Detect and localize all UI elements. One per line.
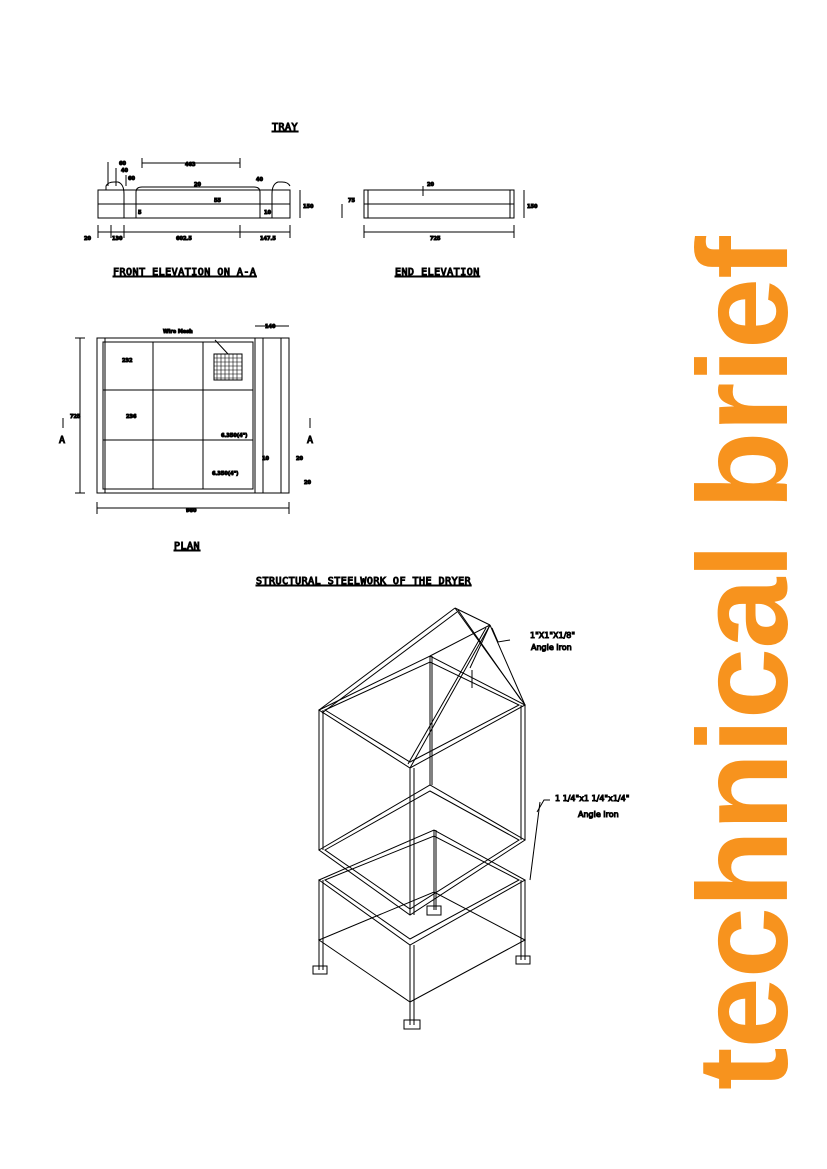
section-marker-right: A <box>307 435 314 446</box>
plan-dim-8: 6.350(4") <box>212 471 239 477</box>
front-dim-3: 60 <box>128 176 135 182</box>
tray-title: TRAY <box>272 122 299 133</box>
section-marker-left: A <box>59 435 66 446</box>
plan-dim-6: 10 <box>262 456 269 462</box>
front-dim-11: 20 <box>84 236 91 242</box>
front-dim-13: 602.5 <box>176 236 192 242</box>
dryer-frame-drawing <box>313 608 550 1029</box>
end-dim-1: 20 <box>427 182 434 188</box>
end-elevation-caption: END ELEVATION <box>395 267 480 278</box>
end-dim-4: 725 <box>430 236 441 242</box>
plan-dim-4: 236 <box>126 414 137 420</box>
front-elevation-caption: FRONT ELEVATION ON A-A <box>113 267 257 278</box>
end-dim-3: 150 <box>527 204 538 210</box>
front-elevation-drawing <box>98 158 300 238</box>
wire-mesh-label: Wire Mesh <box>163 329 193 335</box>
plan-dim-3: 725 <box>70 414 81 420</box>
front-dim-5: 20 <box>194 182 201 188</box>
callout-top-line2: Angle Iron <box>531 643 572 652</box>
callout-bottom-line1: 1 1/4"x1 1/4"x1/4" <box>555 794 630 803</box>
callout-top-line1: 1"X1"X1/8" <box>530 631 576 640</box>
front-dim-12: 130 <box>112 236 123 242</box>
front-dim-10: 150 <box>303 204 314 210</box>
steelwork-title: STRUCTURAL STEELWORK OF THE DRYER <box>256 576 472 587</box>
technical-brief-brand: technical brief <box>672 237 815 1090</box>
front-dim-8: 5 <box>138 210 142 216</box>
plan-dim-1: 140 <box>265 324 276 330</box>
plan-drawing <box>63 326 310 514</box>
front-dim-1: 60 <box>119 161 126 167</box>
plan-dim-9: 20 <box>304 480 311 486</box>
end-elevation-drawing <box>342 186 524 238</box>
front-dim-14: 147.5 <box>260 236 276 242</box>
front-dim-7: 40 <box>256 177 263 183</box>
plan-dim-2: 232 <box>122 358 133 364</box>
plan-dim-10: 980 <box>186 508 197 514</box>
plan-dim-5: 6.350(4") <box>221 433 248 439</box>
front-dim-2: 40 <box>121 168 128 174</box>
callout-bottom-line2: Angle Iron <box>578 810 619 819</box>
end-dim-2: 75 <box>348 198 355 204</box>
plan-dim-7: 20 <box>296 456 303 462</box>
front-dim-9: 10 <box>264 210 271 216</box>
front-dim-6: 55 <box>214 198 221 204</box>
front-dim-4: 463 <box>185 162 196 168</box>
plan-caption: PLAN <box>174 541 201 552</box>
